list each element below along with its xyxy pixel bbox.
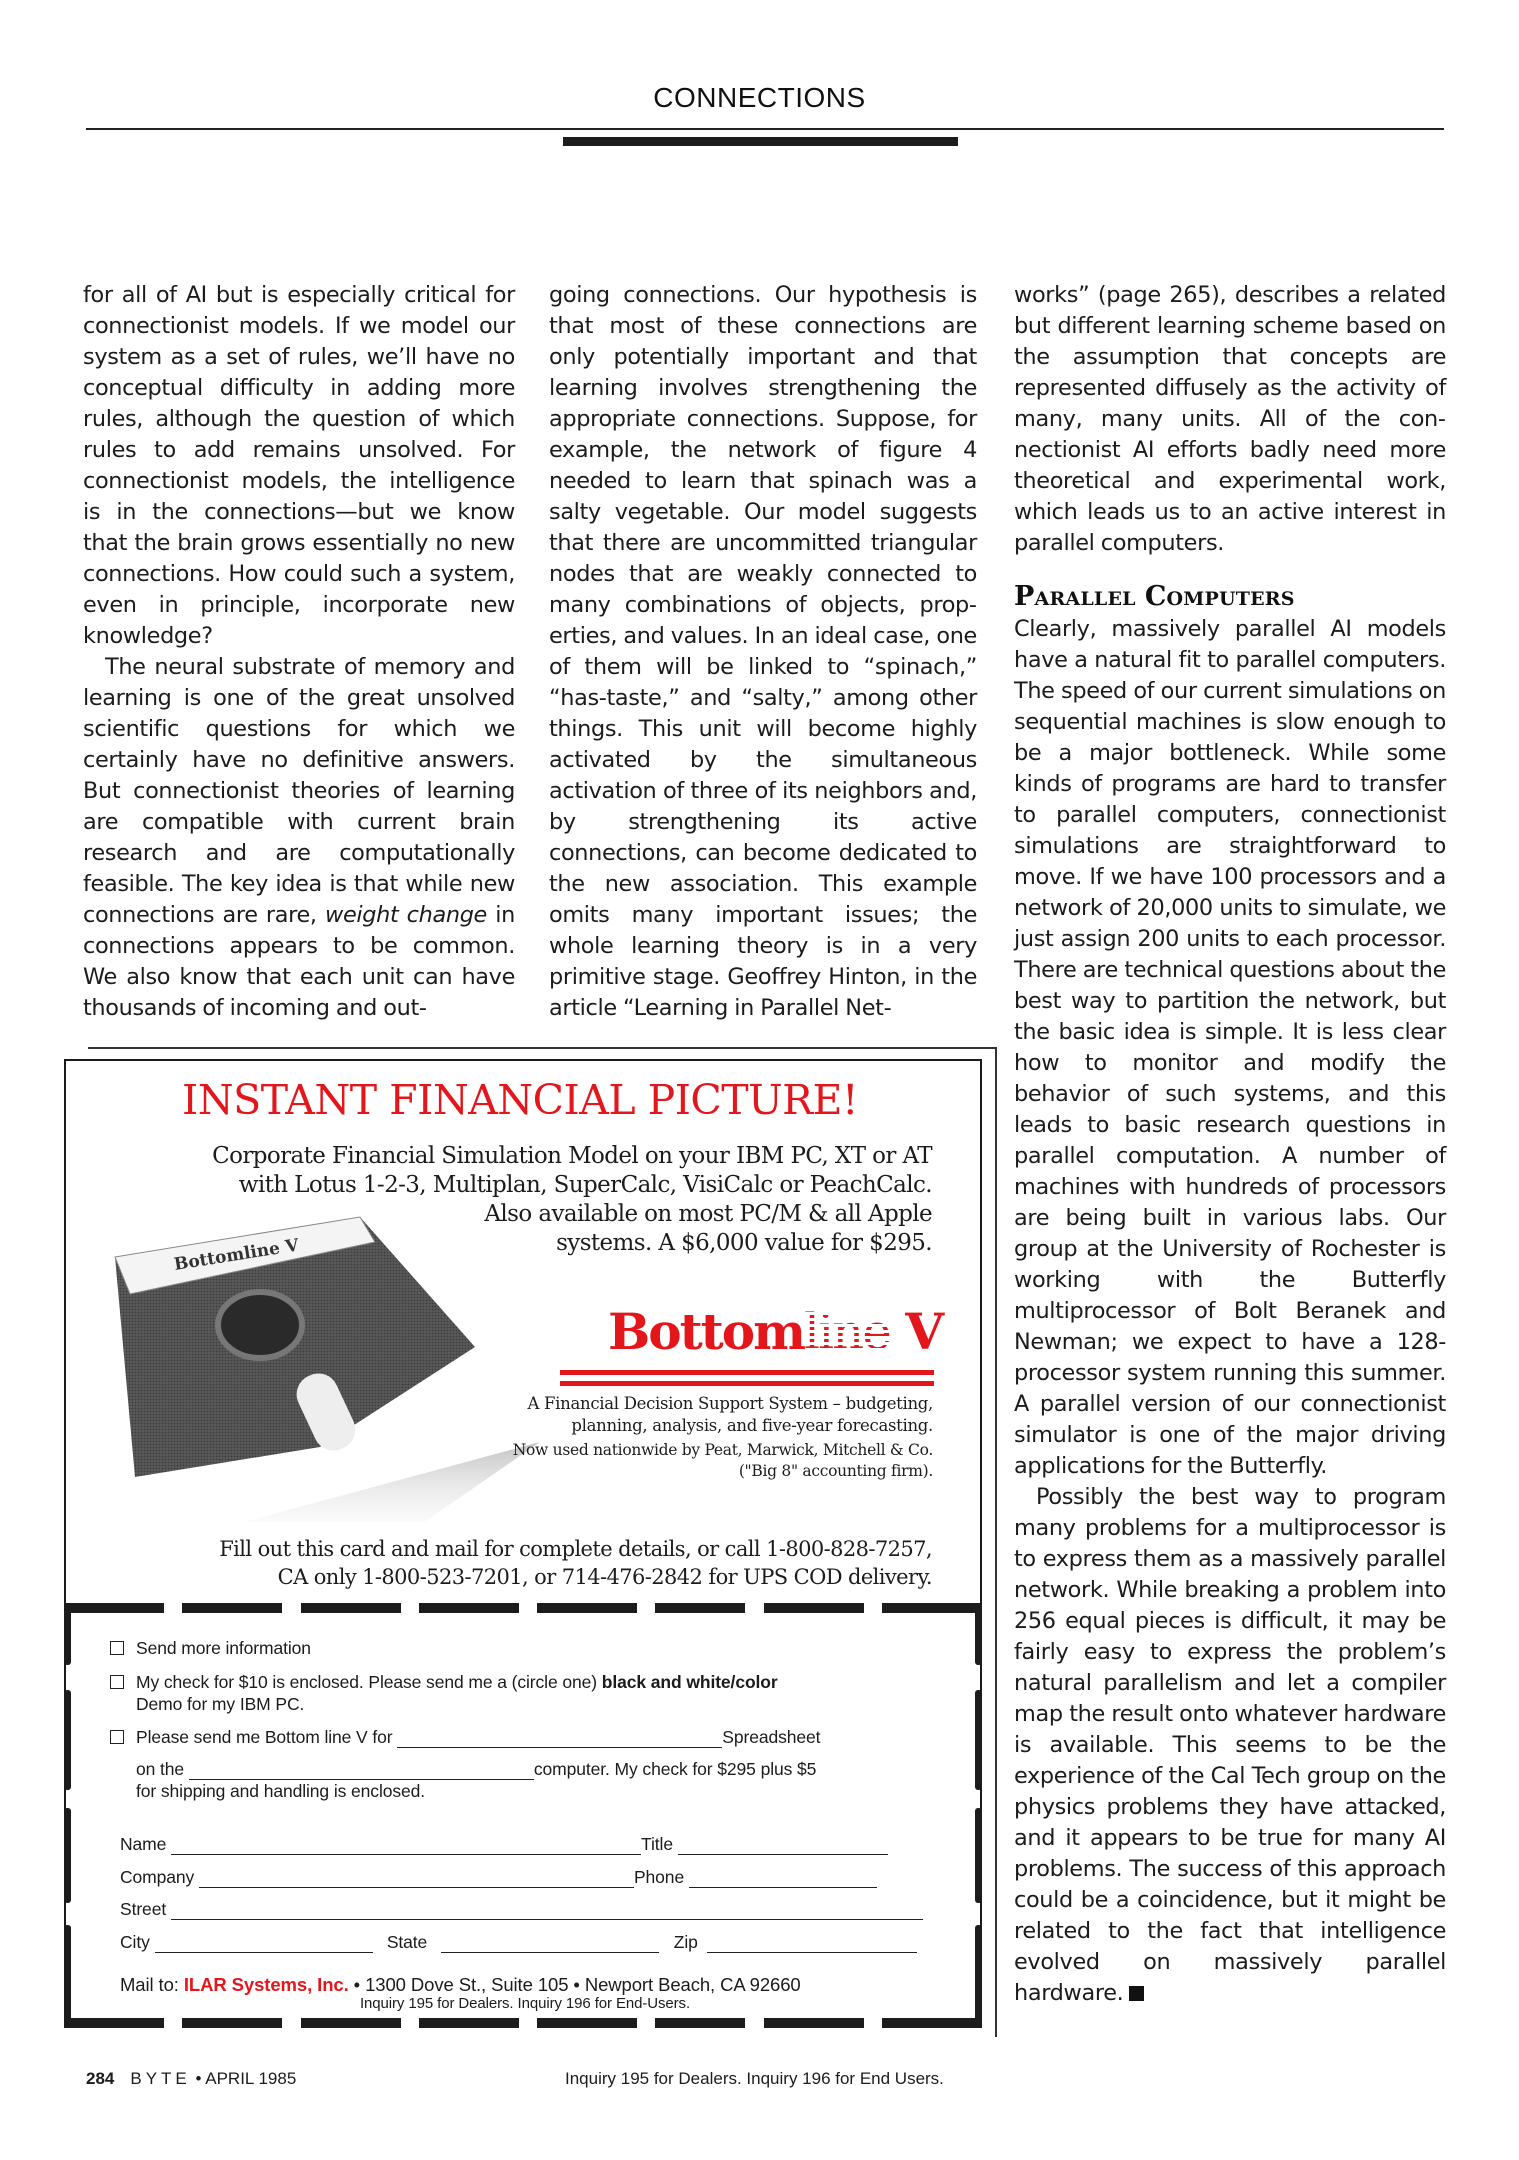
ad-availability: Also available on most PC/M & all Apple systems. A $6,000 value for $295.: [484, 1201, 932, 1256]
logo-underline: [560, 1381, 934, 1386]
ad-description: A Financial Decision Support System – budgeting, planning, analysis, and five-year forecasting.: [527, 1394, 933, 1435]
paragraph: going connections. Our hypothesis is that most of these connections are only potentially important and that learning involves strengthening the appropriate connections. Suppose, for example, the network of figure 4 needed to learn that spinach was a salty vegetable. Our model suggests that there are uncommitted triangular nodes that are weakly connected to many combinations of objects, properties, and values. In an ideal case, one of them will be linked to “spinach,” “has-taste,” and “salty,” among other things. This unit will become highly activated by the simultaneous activation of three of its neighbors and, by strengthening its active connections, can become dedicated to the new association. This example omits many important issues; the whole learning theory is in a very primitive stage. Geoffrey Hinton, in the article “Learning in Parallel Net-: [549, 282, 977, 1021]
column-divider: [995, 1047, 997, 2037]
coupon-cut-line-right: [975, 1925, 982, 2025]
article-column-2: [549, 280, 977, 1024]
company-input-line[interactable]: [199, 1869, 634, 1888]
state-input-line[interactable]: [441, 1934, 659, 1953]
coupon-cut-line-left: [64, 1925, 71, 2025]
title-input-line[interactable]: [678, 1836, 888, 1855]
coupon-option-demo[interactable]: My check for $10 is enclosed. Please send me a (circle one) black and white/color Demo for my IBM PC.: [110, 1671, 930, 1715]
logo-underline: [560, 1370, 934, 1375]
coupon-cut-line-right: [975, 1808, 982, 1903]
bottomline-logo: Bottomline V: [607, 1302, 942, 1361]
paragraph: Possibly the best way to program many problems for a multiprocessor is to express them as a massively parallel network. While breaking a problem into 256 equal pieces is difficult, it may be fairly easy to express the problem’s natural parallelism and let a compiler map the result onto whatever hardware is available. This seems to be the experience of the Cal Tech group on the physics problems they have attacked, and it appears to be true for many AI problems. The success of this approach could be a coincidence, but it might be related to the fact that intelligence evolved on massively parallel hardware.: [1014, 1484, 1446, 2006]
coupon-cut-line-right: [975, 1603, 982, 1665]
phone-input-line[interactable]: [689, 1869, 877, 1888]
italic-phrase: weight change: [325, 902, 487, 928]
ad-top-rule: [88, 1047, 995, 1049]
coupon-option-order[interactable]: Please send me Bottom line V for Spreadsheet: [110, 1726, 930, 1748]
ad-endorsement: Now used nationwide by Peat, Marwick, Mitchell & Co. ("Big 8" accounting firm).: [512, 1441, 933, 1480]
magazine-name: BYTE: [130, 2069, 191, 2088]
computer-input-line[interactable]: [189, 1761, 534, 1780]
coupon-cut-line-bottom: [64, 2018, 982, 2028]
field-row-name: Name Title: [120, 1833, 888, 1855]
field-row-city: City State Zip: [120, 1931, 917, 1953]
article-column-1: [83, 280, 515, 1024]
coupon-option-more-info[interactable]: Send more information: [110, 1637, 311, 1659]
street-input-line[interactable]: [171, 1901, 923, 1920]
coupon-cut-line-left: [64, 1808, 71, 1903]
floppy-disk-image: [110, 1212, 560, 1522]
checkbox[interactable]: [110, 1675, 124, 1689]
ad-subhead: Corporate Financial Simulation Model on your IBM PC, XT or AT with Lotus 1-2-3, Multiplan, SuperCalc, VisiCalc or PeachCalc.: [212, 1143, 932, 1198]
article-column-3: [1014, 280, 1446, 2009]
svg-text:Bottomline V: Bottomline V: [172, 1235, 301, 1275]
header-rule: [86, 128, 1444, 130]
checkbox[interactable]: [110, 1641, 124, 1655]
page-folio: [86, 2069, 296, 2089]
checkbox[interactable]: [110, 1730, 124, 1744]
coupon-cut-line-left: [64, 1603, 71, 1665]
section-heading: Parallel Computers: [1014, 581, 1295, 612]
paragraph: for all of AI but is especially critical for connectionist models. If we model our system as a set of rules, we’ll have no conceptual difficulty in adding more rules, although the question of which rules to add remains unsolved. For connectionist models, the intelligence is in the connections—but we know that the brain grows essentially no new connections. How could such a system, even in principle, incorporate new knowledge?: [83, 282, 515, 649]
spreadsheet-input-line[interactable]: [397, 1729, 722, 1748]
header-bar: [563, 137, 958, 146]
coupon-cut-line-left: [64, 1690, 71, 1790]
ad-call-to-action: Fill out this card and mail for complete details, or call 1-800-828-7257, CA only 1-800-523-7201, or 714-476-2842 for UPS COD delivery.: [219, 1537, 932, 1589]
mail-to-address: Mail to: ILAR Systems, Inc. • 1300 Dove St., Suite 105 • Newport Beach, CA 92660: [120, 1974, 801, 1995]
zip-input-line[interactable]: [707, 1934, 917, 1953]
field-row-street: Street: [120, 1898, 923, 1920]
footer-inquiry: Inquiry 195 for Dealers. Inquiry 196 for End Users.: [565, 2069, 944, 2088]
paragraph: Clearly, massively parallel AI models have a natural fit to parallel computers. The speed of our current simulations on sequential machines is slow enough to be a major bottleneck. While some kinds of programs are hard to transfer to parallel computers, connectionist simulations are straightforward to move. If we have 100 processors and a network of 20,000 units to simulate, we just assign 200 units to each processor. There are technical questions about the best way to partition the network, but the basic idea is simple. It is less clear how to monitor and modify the behavior of such systems, and this leads to basic research questions in parallel computation. A number of machines with hundreds of processors are being built in various labs. Our group at the University of Rochester is working with the Butterfly multiprocessor of Bolt Beranek and Newman; we expect to have a 128-processor system running this summer. A parallel version of our connectionist simulator is one of the major driving applications for the Butterfly.: [1014, 616, 1446, 1479]
name-input-line[interactable]: [171, 1836, 641, 1855]
running-head-title: CONNECTIONS: [653, 82, 866, 113]
coupon-cut-line-right: [975, 1690, 982, 1790]
page-number: 284: [86, 2069, 115, 2088]
end-of-article-mark-icon: [1129, 1986, 1144, 2001]
ad-headline: INSTANT FINANCIAL PICTURE!: [182, 1076, 858, 1124]
coupon-order-line-2: on the computer. My check for $295 plus $5 for shipping and handling is enclosed.: [136, 1759, 817, 1801]
issue-date: • APRIL 1985: [195, 2069, 297, 2088]
city-input-line[interactable]: [155, 1934, 373, 1953]
paragraph: The neural substrate of memory and learning is one of the great unsolved scientific questions for which we certainly have no definitive answers. But connectionist theories of learning are compatible with current brain research and are computationally feasible. The key idea is that while new connections are rare, weight change in connections appears to be common. We also know that each unit can have thousands of incoming and out-: [83, 654, 515, 1021]
coupon-inquiry: Inquiry 195 for Dealers. Inquiry 196 for End-Users.: [359, 1995, 691, 2012]
paragraph: works” (page 265), describes a related but different learning scheme based on the assumption that concepts are represented diffusely as the activity of many, many units. All of the connectionist AI efforts badly need more theoretical and experimental work, which leads us to an active interest in parallel computers.: [1014, 282, 1446, 556]
coupon-cut-line-top: [64, 1603, 982, 1613]
field-row-company: Company Phone: [120, 1866, 877, 1888]
